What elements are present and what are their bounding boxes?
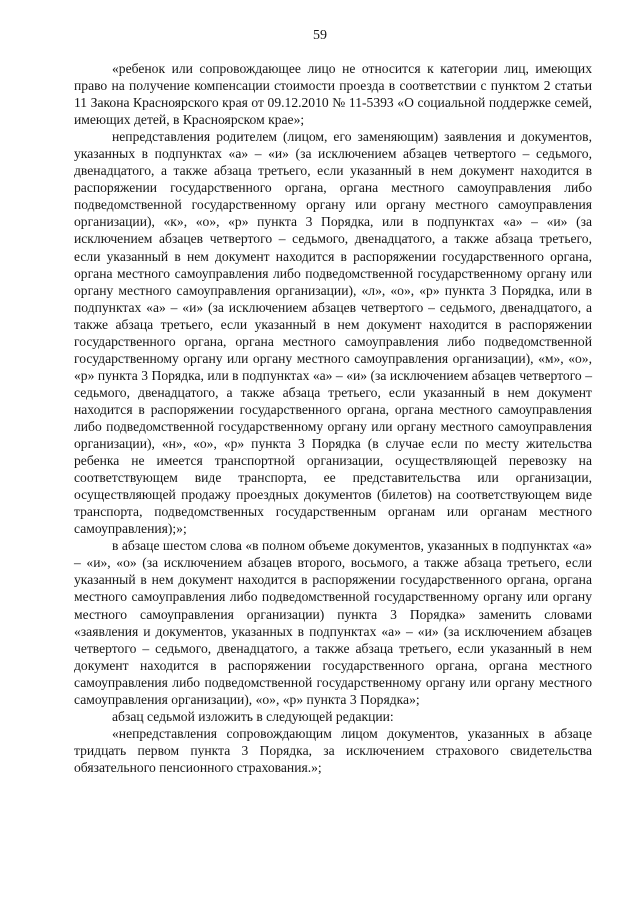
paragraph-abzac-seventh-intro: абзац седьмой изложить в следующей редакции:	[112, 708, 394, 724]
paragraph-quote-category: «ребенок или сопровождающее лицо не относится к категории лиц, имеющих право на получение компенсации стоимости проезда в соответствии с пунктом 2 статьи 11 Закона Красноярского края от 09.12.2010 № 11-5393 «О социальной поддержке семей, имеющих детей, в Красноярском крае»;	[74, 61, 592, 128]
paragraph-abzac-sixth-amendment: в абзаце шестом слова «в полном объеме документов, указанных в подпунктах «а» – «и», «о» (за исключением абзацев второго, восьмого, а также абзаца третьего, если указанный в нем документ находится в распоряжении государственного органа, органа местного самоуправления либо подведомственной государственному органу или органу местного самоуправления организации) пункта 3 Порядка» заменить словами «заявления и документов, указанных в подпунктах «а» – «и» (за исключением абзацев четвертого – седьмого, двенадцатого, а также абзаца третьего, если указанный в нем документ находится в распоряжении государственного органа, органа местного самоуправления либо подведомственной государственному органу или органу местного самоуправления организации), «о», «р» пункта 3 Порядка»;	[74, 538, 592, 707]
page-number: 59	[313, 28, 327, 43]
paragraph-abzac-seventh-text: «непредставления сопровождающим лицом документов, указанных в абзаце тридцать первом пункта 3 Порядка, за исключением страхового свидетельства обязательного пенсионного страхования.»;	[74, 725, 592, 775]
paragraph-nonsubmission-parent: непредставления родителем (лицом, его заменяющим) заявления и документов, указанных в подпунктах «а» – «и» (за исключением абзацев четвертого – седьмого, двенадцатого, а также абзаца третьего, если указанный в нем документ находится в распоряжении государственного органа, органа местного самоуправления либо подведомственной государственному органу или органу местного самоуправления организации), «к», «о», «р» пункта 3 Порядка, или в подпунктах «а» – «и» (за исключением абзацев четвертого – седьмого, двенадцатого, а также абзаца третьего, если указанный в нем документ находится в распоряжении государственного органа, органа местного самоуправления либо подведомственной государственному органу или органу местного самоуправления организации), «л», «о», «р» пункта 3 Порядка, или в подпунктах «а» – «и» (за исключением абзацев четвертого – седьмого, двенадцатого, а также абзаца третьего, если указанный в нем документ находится в распоряжении государственного органа, органа местного самоуправления либо подведомственной государственному органу или органу местного самоуправления организации), «м», «о», «р» пункта 3 Порядка, или в подпунктах «а» – «и» (за исключением абзацев четвертого – седьмого, двенадцатого, а также абзаца третьего, если указанный в нем документ находится в распоряжении государственного органа, органа местного самоуправления либо подведомственной государственному органу или органу местного самоуправления организации), «н», «о», «р» пункта 3 Порядка (в случае если по месту жительства ребенка не имеется транспортной организации, осуществляющей перевозку на соответствующем виде транспорта, ее представительства или организации, осуществляющей продажу проездных документов (билетов) на соответствующем виде транспорта, подведомственных государственным органам или органам местного самоуправления);»;	[74, 129, 592, 537]
document-body	[74, 60, 592, 776]
